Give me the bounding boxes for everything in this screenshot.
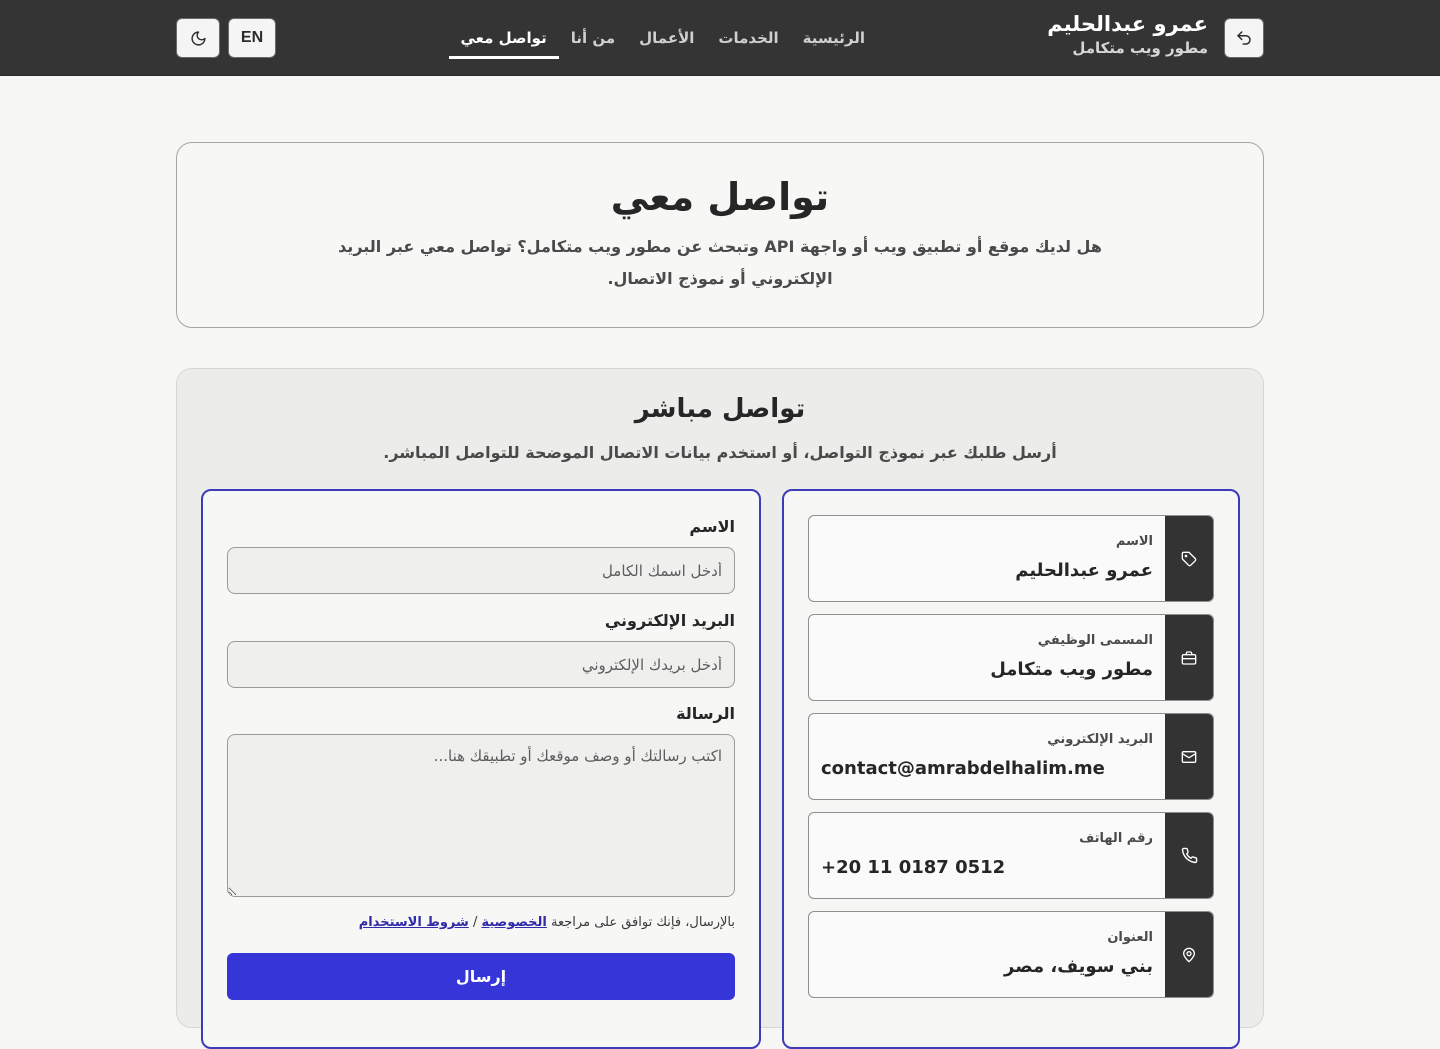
info-label: المسمى الوظيفي (1037, 633, 1153, 648)
info-label: رقم الهاتف (1079, 831, 1153, 846)
mail-icon (1181, 749, 1197, 765)
tag-icon (1181, 551, 1197, 567)
nav-item-works[interactable]: الأعمال (639, 29, 695, 47)
contact-info-panel (782, 489, 1240, 1049)
section-subtitle: أرسل طلبك عبر نموذج التواصل، أو استخدم بيانات الاتصال الموضحة للتواصل المباشر. (383, 443, 1057, 462)
info-label: الاسم (1115, 534, 1153, 549)
intro-description: هل لديك موقع أو تطبيق ويب أو واجهة API وتبحث عن مطور ويب متكامل؟ تواصل معي عبر البريد الإلكتروني أو نموذج الاتصال. (338, 237, 1102, 288)
contact-form (201, 489, 761, 1049)
info-card-address (808, 911, 1214, 998)
language-toggle-button[interactable]: EN (228, 18, 276, 58)
info-value: عمرو عبدالحليم (1015, 560, 1153, 581)
back-button[interactable] (1224, 18, 1264, 58)
intro-card (176, 142, 1264, 328)
name-label: الاسم (689, 517, 735, 536)
info-card-name (808, 515, 1214, 602)
name-input[interactable] (227, 547, 735, 594)
page-title: تواصل معي (610, 175, 830, 219)
info-value[interactable]: +20 11 0187 0512 (821, 857, 1006, 878)
nav-item-contact[interactable]: تواصل معي (449, 0, 559, 76)
map-pin-icon (1181, 947, 1197, 963)
submit-button[interactable]: إرسال (227, 953, 735, 1000)
email-label: البريد الإلكتروني (604, 611, 735, 630)
terms-of-use-link[interactable]: شروط الاستخدام (358, 915, 469, 930)
terms-separator: / (472, 915, 478, 930)
nav-item-home[interactable]: الرئيسية (802, 29, 865, 47)
info-card-email[interactable] (808, 713, 1214, 800)
moon-icon (190, 30, 207, 47)
info-label: البريد الإلكتروني (1047, 732, 1153, 747)
brand[interactable] (1047, 10, 1208, 58)
privacy-link[interactable]: الخصوصية (481, 915, 547, 930)
info-label: العنوان (1107, 930, 1153, 945)
theme-toggle-button[interactable] (176, 18, 220, 58)
message-textarea[interactable] (227, 734, 735, 897)
back-arrow-icon (1235, 29, 1253, 47)
email-input[interactable] (227, 641, 735, 688)
top-navbar (0, 0, 1440, 76)
phone-icon (1181, 847, 1198, 864)
info-value: مطور ويب متكامل (990, 659, 1153, 680)
nav-item-services[interactable]: الخدمات (718, 29, 779, 47)
direct-contact-section (176, 368, 1264, 1028)
terms-prefix: بالإرسال، فإنك توافق على مراجعة (551, 915, 735, 930)
section-title: تواصل مباشر (634, 394, 806, 424)
main-nav (462, 0, 877, 76)
info-card-phone[interactable] (808, 812, 1214, 899)
nav-item-about[interactable]: من أنا (570, 29, 616, 47)
terms-notice (359, 915, 735, 930)
brand-name: عمرو عبدالحليم (1047, 12, 1208, 36)
message-label: الرسالة (676, 704, 735, 723)
brand-role: مطور ويب متكامل (1072, 39, 1208, 57)
info-card-job-title (808, 614, 1214, 701)
briefcase-icon (1181, 650, 1197, 666)
info-value: بني سويف، مصر (1004, 956, 1153, 977)
info-value[interactable]: contact@amrabdelhalim.me (821, 758, 1105, 779)
